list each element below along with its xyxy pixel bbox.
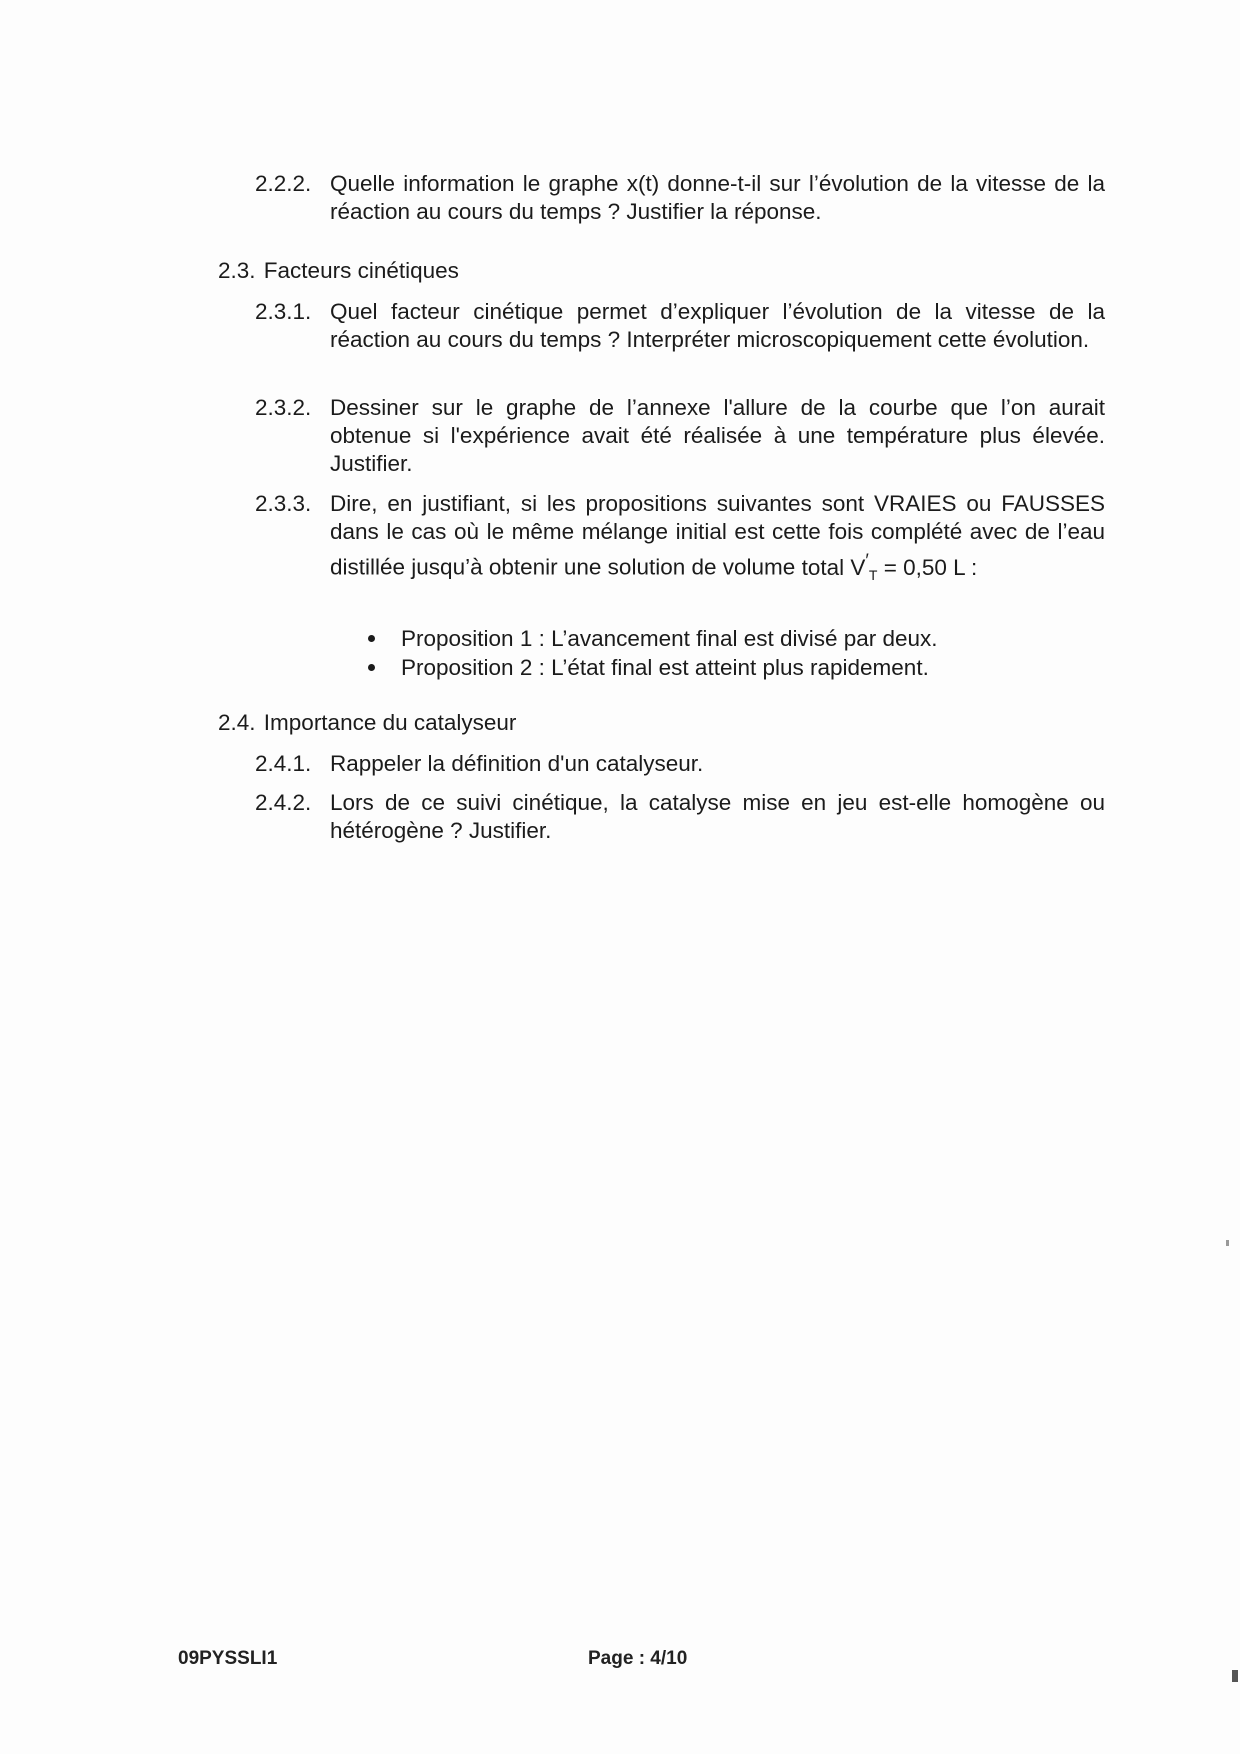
question-2-4-1 [255,750,1105,778]
proposition-2: Proposition 2 : L’état final est atteint plus rapidement. [401,655,929,680]
question-2-4-2 [255,789,1105,845]
question-number: 2.3.3. [255,491,312,516]
question-number: 2.2.2. [255,171,312,196]
section-title: Facteurs cinétiques [263,258,459,283]
section-number: 2.3. [218,258,256,283]
question-number: 2.4.1. [255,751,312,776]
question-text: Quelle information le graphe x(t) donne-t-il sur l’évolution de la vitesse de la réaction au cours du temps ? Justifier la réponse. [330,171,1105,224]
question-2-3-2 [255,394,1105,478]
list-item [368,653,1068,682]
question-text: Rappeler la définition d'un catalyseur. [330,751,704,776]
propositions-list [368,624,1068,682]
section-2-3-heading [218,257,459,285]
volume-label: total V [801,554,866,580]
bullet-icon [368,635,375,642]
section-number: 2.4. [218,710,256,735]
volume-value: = 0,50 L : [877,554,978,580]
document-code: 09PYSSLI1 [178,1648,278,1669]
question-text: Lors de ce suivi cinétique, la catalyse mise en jeu est-elle homogène ou hétérogène ? Justifier. [330,790,1105,843]
question-text-main: Dire, en justifiant, si les propositions suivantes sont VRAIES ou FAUSSES dans le cas où le même mélange initial est cette fois complété avec de l’eau distillée jusqu’à obtenir une solution de volume [330,491,1105,580]
question-2-2-2 [255,170,1105,226]
scan-mark [1232,1670,1238,1682]
volume-expression [801,549,978,583]
question-2-3-3 [255,490,1105,589]
question-number: 2.3.2. [255,395,312,420]
scan-mark [1226,1240,1229,1246]
question-2-3-1 [255,298,1105,354]
question-number: 2.3.1. [255,299,312,324]
bullet-icon [368,664,375,671]
volume-subscript: T [868,566,878,583]
section-title: Importance du catalyseur [263,710,517,735]
question-text: Dessiner sur le graphe de l’annexe l'allure de la courbe que l’on aurait obtenue si l'expérience avait été réalisée à une température plus élevée. Justifier. [330,395,1105,476]
question-text: Quel facteur cinétique permet d’expliquer l’évolution de la vitesse de la réaction au cours du temps ? Interpréter microscopiquement cette évolution. [330,299,1105,352]
question-number: 2.4.2. [255,790,312,815]
list-item [368,624,1068,653]
section-2-4-heading [218,709,516,737]
page-number: Page : 4/10 [588,1648,688,1669]
proposition-1: Proposition 1 : L’avancement final est divisé par deux. [401,626,938,651]
volume-prime: ′ [865,549,869,570]
question-text [330,490,1105,589]
